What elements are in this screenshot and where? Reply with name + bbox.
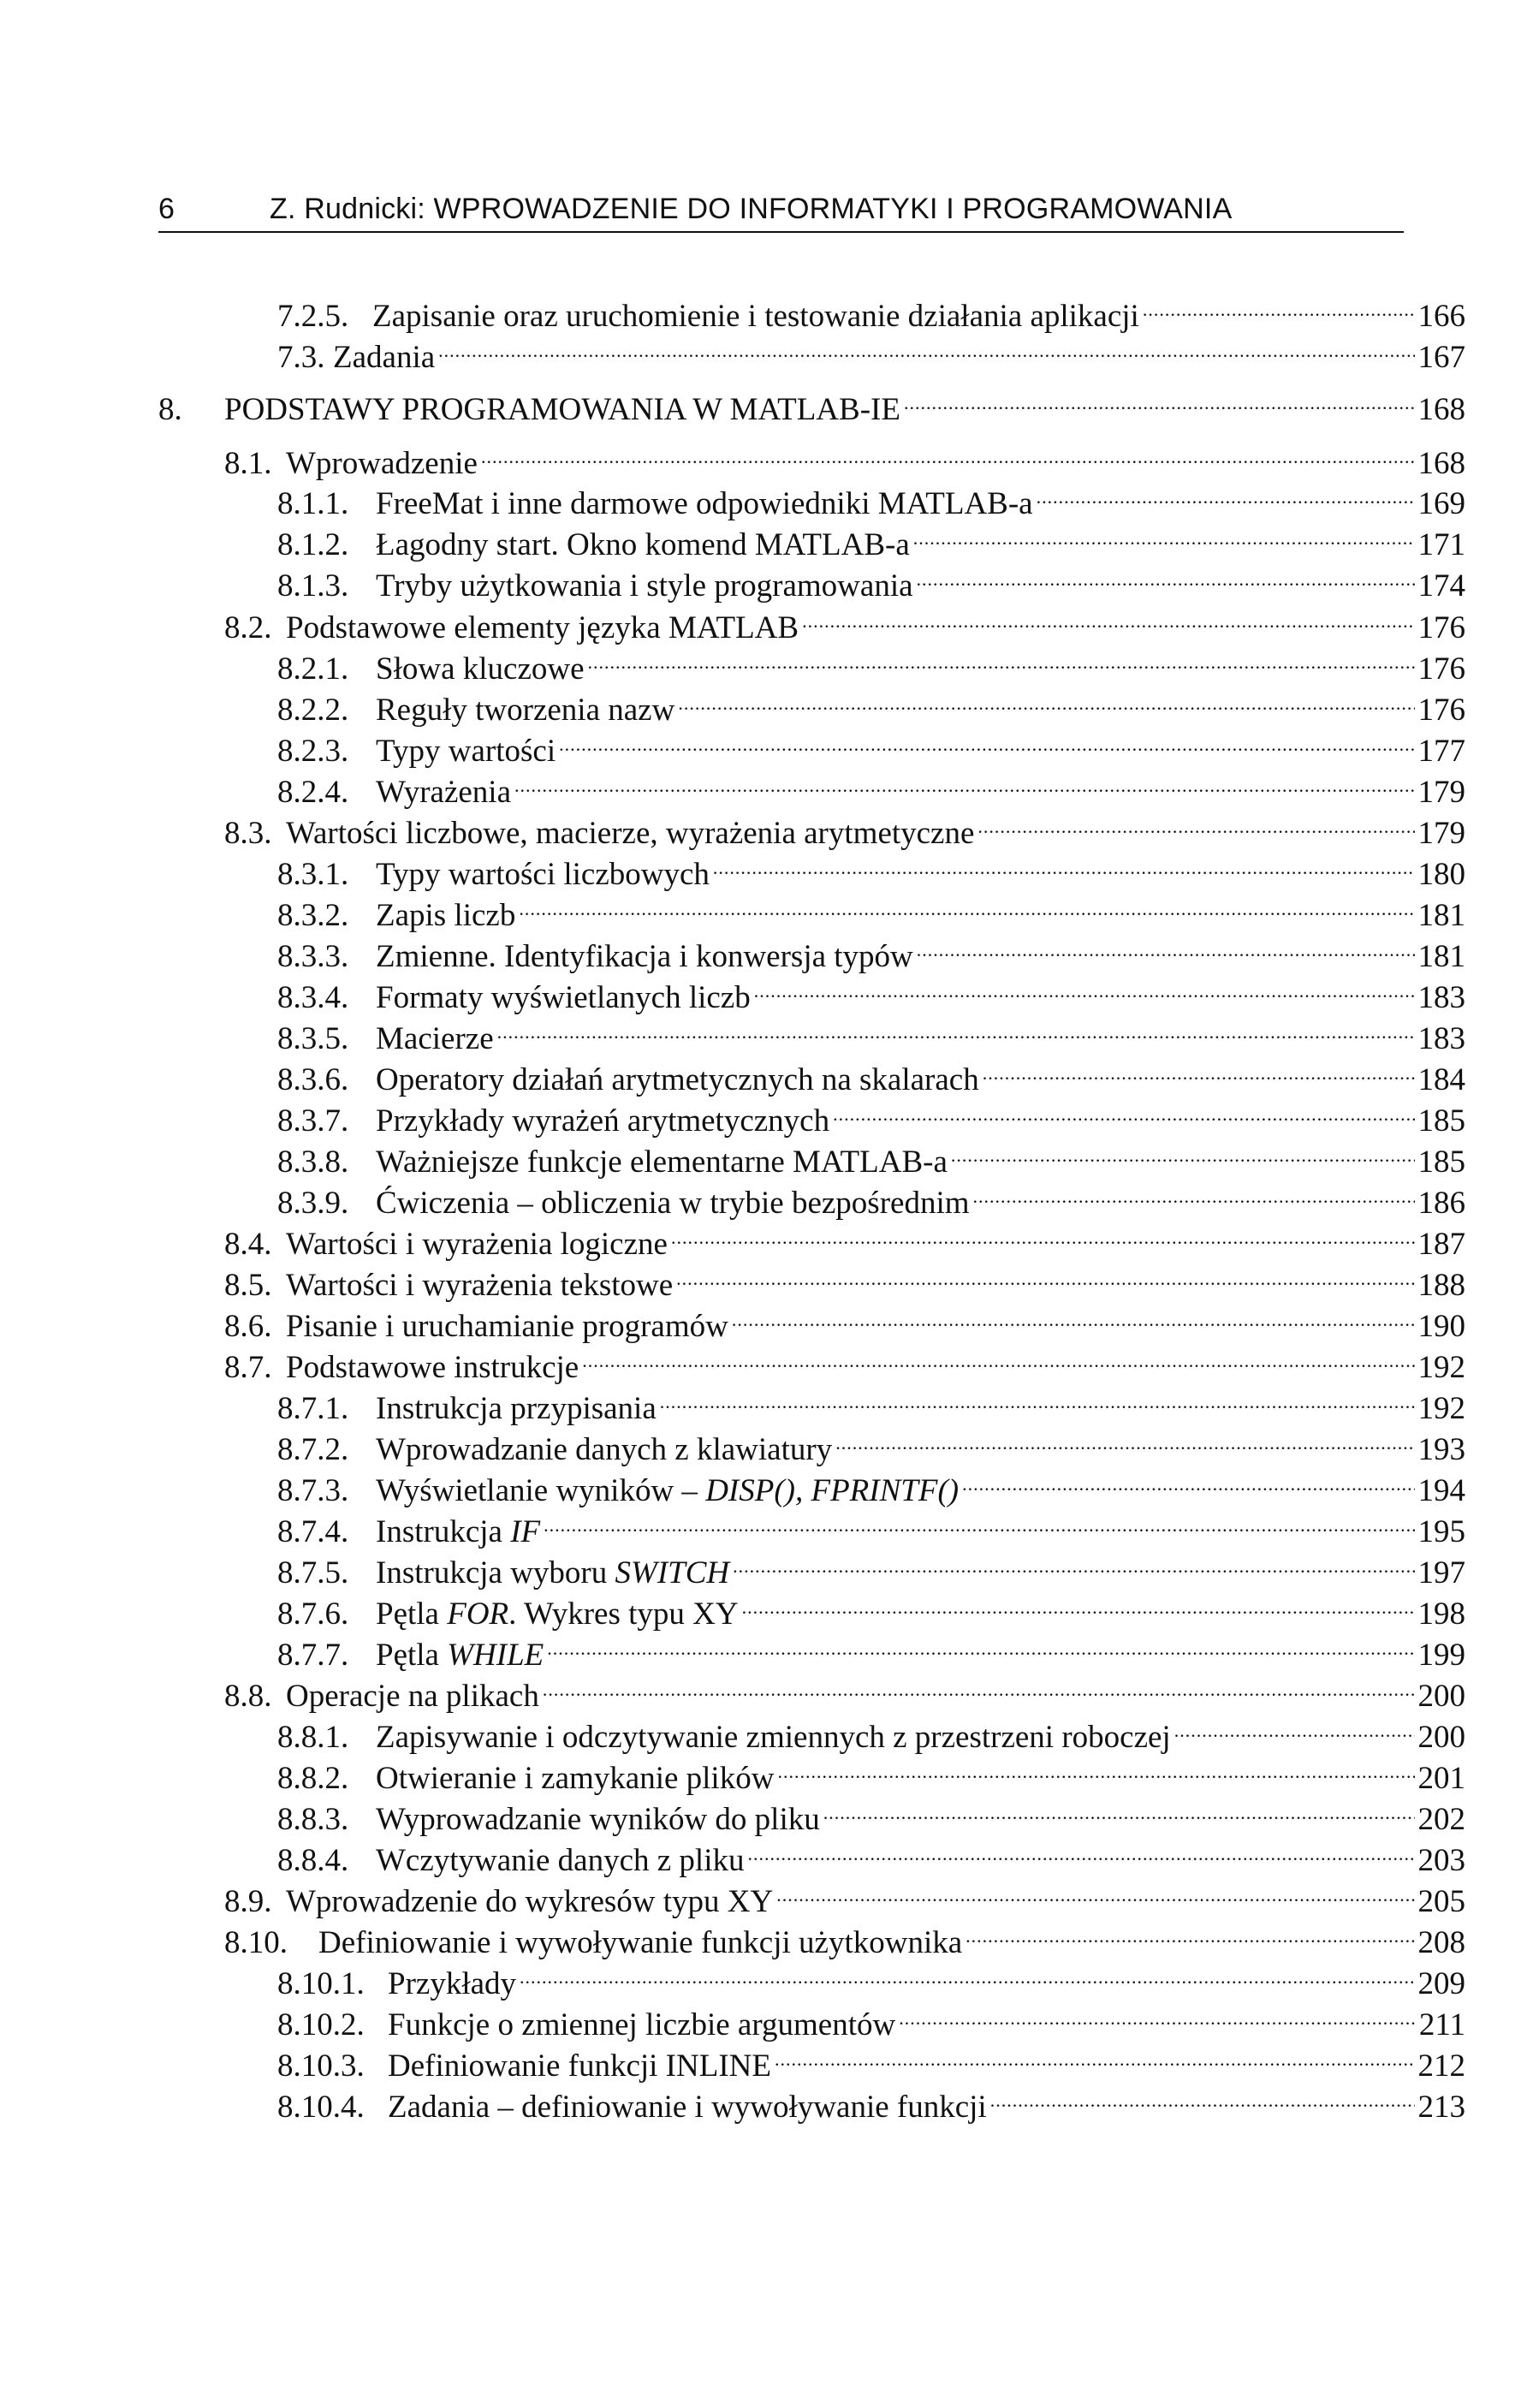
toc-entry-title: Wprowadzenie: [286, 446, 478, 481]
toc-entry-page: 213: [1417, 2090, 1465, 2125]
toc-entry-page: 188: [1417, 1268, 1465, 1303]
toc-entry: [277, 1174, 1465, 1221]
toc-entry-page: 209: [1417, 1966, 1465, 2001]
toc-entry-title: Operatory działań arytmetycznych na skalarach: [376, 1062, 979, 1097]
toc-dot-leader: [823, 1790, 1415, 1829]
toc-entry-page: 185: [1417, 1103, 1465, 1139]
toc-entry: [277, 763, 1465, 810]
toc-entry-title: Zadania: [333, 340, 436, 375]
toc-entry-number: 8.7.4.: [277, 1514, 349, 1549]
toc-dot-leader: [904, 380, 1415, 419]
toc-entry-title: Wartości i wyrażenia logiczne: [286, 1227, 668, 1262]
toc-entry: [277, 1626, 1465, 1673]
toc-entry-title: Podstawowe instrukcje: [286, 1350, 579, 1385]
toc-entry-page: 195: [1417, 1514, 1465, 1549]
toc-entry: [277, 886, 1465, 933]
toc-entry-number: 8.3.4.: [277, 980, 349, 1015]
toc-entry-page: 184: [1417, 1062, 1465, 1097]
toc-entry-number: 7.2.5.: [277, 299, 349, 334]
toc-entry: [277, 681, 1465, 728]
toc-entry-title: Łagodny start. Okno komend MATLAB-a: [376, 527, 910, 562]
toc-dot-leader: [775, 2036, 1415, 2076]
toc-entry-number: 8.9.: [224, 1884, 272, 1919]
toc-entry: [277, 1995, 1465, 2042]
toc-dot-leader: [671, 1215, 1415, 1254]
toc-entry-page: 194: [1417, 1473, 1465, 1508]
toc-entry-number: 8.7.6.: [277, 1596, 349, 1632]
toc-entry-page: 183: [1417, 980, 1465, 1015]
toc-entry: [277, 556, 1465, 603]
toc-entry-page: 192: [1417, 1350, 1465, 1385]
toc-entry-title: Funkcje o zmiennej liczbie argumentów: [388, 2007, 896, 2042]
toc-entry-number: 8.3.2.: [277, 898, 349, 933]
toc-entry-title: Wartości i wyrażenia tekstowe: [286, 1268, 674, 1303]
toc-entry-page: 192: [1417, 1391, 1465, 1426]
toc-dot-leader: [588, 639, 1415, 679]
toc-entry: [224, 1256, 1465, 1303]
toc-entry: [277, 1790, 1465, 1837]
toc-dot-leader: [973, 1174, 1415, 1213]
toc-entry-title: Pętla WHILE: [376, 1638, 544, 1673]
toc-entry: [277, 1708, 1465, 1755]
toc-entry-page: 205: [1417, 1884, 1465, 1919]
toc-entry-number: 8.4.: [224, 1227, 272, 1262]
toc-entry-title: Definiowanie funkcji INLINE: [388, 2048, 771, 2084]
toc-entry: [277, 639, 1465, 687]
toc-entry-page: 169: [1417, 486, 1465, 521]
toc-entry: [277, 515, 1465, 562]
toc-entry-number: 8.8.1.: [277, 1720, 349, 1755]
toc-dot-leader: [514, 763, 1415, 802]
toc-entry-page: 174: [1417, 568, 1465, 603]
toc-entry-page: 167: [1417, 340, 1465, 375]
toc-entry-title: Macierze: [376, 1021, 494, 1056]
toc-entry-number: 8.3.3.: [277, 939, 349, 974]
toc-entry-title: Instrukcja wyboru SWITCH: [376, 1555, 730, 1590]
toc-entry-title: Pętla FOR. Wykres typu XY: [376, 1596, 739, 1632]
toc-entry-title-italic: WHILE: [447, 1638, 544, 1673]
toc-entry-number: 8.8.2.: [277, 1761, 349, 1796]
toc-entry-title: Formaty wyświetlanych liczb: [376, 980, 751, 1015]
toc-entry-number: 8.7.2.: [277, 1432, 349, 1467]
toc-entry-page: 208: [1417, 1925, 1465, 1960]
toc-entry-title: PODSTAWY PROGRAMOWANIA W MATLAB-IE: [224, 392, 900, 427]
toc-entry-page: 176: [1417, 651, 1465, 687]
toc-entry-title: Definiowanie i wywoływanie funkcji użytkownika: [318, 1925, 963, 1960]
toc-entry-title: Wczytywanie danych z pliku: [376, 1843, 745, 1878]
toc-entry-title: Zapisywanie i odczytywanie zmiennych z przestrzeni roboczej: [376, 1720, 1171, 1755]
toc-entry-number: 8.10.4.: [277, 2090, 365, 2125]
toc-entry-number: 8.7.: [224, 1350, 272, 1385]
toc-entry-title: Tryby użytkowania i style programowania: [376, 568, 913, 603]
toc-entry-title: Reguły tworzenia nazw: [376, 693, 675, 728]
toc-dot-leader: [747, 1831, 1414, 1870]
toc-entry-title-italic: SWITCH: [615, 1555, 730, 1590]
toc-dot-leader: [777, 1749, 1414, 1788]
toc-entry-title: Wprowadzanie danych z klawiatury: [376, 1432, 833, 1467]
toc-entry-page: 190: [1417, 1309, 1465, 1344]
toc-entry: [224, 434, 1465, 481]
toc-entry: [277, 1461, 1465, 1508]
toc-entry-number: 8.6.: [224, 1309, 272, 1344]
toc-dot-leader: [582, 1338, 1414, 1377]
toc-entry-title-italic: FOR: [447, 1596, 509, 1632]
toc-dot-leader: [678, 681, 1414, 720]
toc-entry-number: 8.2.: [224, 610, 272, 645]
toc-entry-number: 8.7.7.: [277, 1638, 349, 1673]
toc-entry: [277, 474, 1465, 521]
toc-dot-leader: [776, 1872, 1414, 1912]
toc-entry: [277, 2078, 1465, 2125]
toc-entry: [224, 1872, 1465, 1919]
toc-entry-number: 8.2.2.: [277, 693, 349, 728]
toc-entry-number: 8.7.5.: [277, 1555, 349, 1590]
toc-dot-leader: [732, 1297, 1415, 1336]
toc-entry-page: 180: [1417, 857, 1465, 892]
toc-dot-leader: [917, 556, 1415, 596]
toc-entry-number: 8.2.4.: [277, 775, 349, 810]
toc-entry-number: 8.3.8.: [277, 1145, 349, 1180]
toc-entry-number: 8.8.: [224, 1679, 272, 1714]
toc-entry-page: 203: [1417, 1843, 1465, 1878]
toc-entry-number: 8.2.3.: [277, 734, 349, 769]
toc-entry: [224, 1913, 1465, 1960]
toc-entry: [277, 845, 1465, 892]
toc-entry-title: Wyświetlanie wyników – DISP(), FPRINTF(): [376, 1473, 960, 1508]
toc-entry: [277, 1379, 1465, 1426]
toc-entry-page: 181: [1417, 898, 1465, 933]
toc-entry: [277, 2036, 1465, 2084]
toc-dot-leader: [742, 1585, 1415, 1624]
toc-entry-number: 8.3.1.: [277, 857, 349, 892]
toc-entry-title: Ćwiczenia – obliczenia w trybie bezpośrednim: [376, 1186, 970, 1221]
toc-entry-number: 8.10.3.: [277, 2048, 365, 2084]
toc-dot-leader: [519, 886, 1414, 925]
toc-entry-title: Zmienne. Identyfikacja i konwersja typów: [376, 939, 913, 974]
toc-entry: [277, 1050, 1465, 1097]
toc-dot-leader: [833, 1091, 1414, 1131]
toc-entry-page: 183: [1417, 1021, 1465, 1056]
toc-entry-title: Zapisanie oraz uruchomienie i testowanie działania aplikacji: [372, 299, 1139, 334]
toc-entry: [224, 598, 1465, 645]
toc-entry-number: 8.10.: [224, 1925, 288, 1960]
toc-dot-leader: [977, 804, 1414, 843]
toc-dot-leader: [660, 1379, 1415, 1418]
toc-entry: [277, 1749, 1465, 1796]
toc-entry: [277, 722, 1465, 769]
toc-entry-number: 7.3.: [277, 340, 325, 375]
toc-entry-title: Przykłady wyrażeń arytmetycznych: [376, 1103, 830, 1139]
toc-entry-title: Instrukcja IF: [376, 1514, 541, 1549]
toc-entry-page: 212: [1417, 2048, 1465, 2084]
toc-entry-number: 8.8.3.: [277, 1802, 349, 1837]
toc-entry-title: Instrukcja przypisania: [376, 1391, 657, 1426]
toc-entry-title: Wartości liczbowe, macierze, wyrażenia arytmetyczne: [286, 816, 975, 851]
toc-entry-page: 200: [1417, 1720, 1465, 1755]
toc-entry: [277, 1009, 1465, 1056]
toc-dot-leader: [497, 1009, 1415, 1049]
toc-entry-number: 8.7.3.: [277, 1473, 349, 1508]
toc-entry-page: 197: [1417, 1555, 1465, 1590]
toc-entry-page: 186: [1417, 1186, 1465, 1221]
toc-entry-number: 8.5.: [224, 1268, 272, 1303]
toc-dot-leader: [802, 598, 1414, 638]
toc-dot-leader: [543, 1667, 1415, 1706]
toc-entry-title: Przykłady: [388, 1966, 517, 2001]
toc-entry-title: Zapis liczb: [376, 898, 516, 933]
toc-entry: [277, 1585, 1465, 1632]
toc-entry: [277, 1091, 1465, 1139]
toc-entry-page: 168: [1417, 392, 1465, 427]
toc-dot-leader: [713, 845, 1415, 884]
toc-entry: [277, 1543, 1465, 1590]
toc-entry-title: FreeMat i inne darmowe odpowiedniki MATLAB-a: [376, 486, 1033, 521]
toc-entry-number: 8.2.1.: [277, 651, 349, 687]
running-title: Z. Rudnicki: WPROWADZENIE DO INFORMATYKI I PROGRAMOWANIA: [270, 193, 1233, 225]
toc-entry-page: 179: [1417, 816, 1465, 851]
toc-entry-title-suffix: . Wykres typu XY: [508, 1596, 739, 1632]
toc-entry: [277, 1420, 1465, 1467]
toc-entry-number: 8.1.1.: [277, 486, 349, 521]
toc-entry-title: Słowa kluczowe: [376, 651, 585, 687]
toc-entry-page: 201: [1417, 1761, 1465, 1796]
toc-entry-page: 168: [1417, 446, 1465, 481]
toc-dot-leader: [983, 1050, 1415, 1090]
toc-entry-page: 202: [1417, 1802, 1465, 1837]
toc-entry: [224, 804, 1465, 851]
toc-entry: [277, 287, 1465, 334]
toc-entry-page: 200: [1417, 1679, 1465, 1714]
toc-entry-number: 8.10.1.: [277, 1966, 365, 2001]
toc-entry-number: 8.3.9.: [277, 1186, 349, 1221]
toc-entry-page: 211: [1418, 2007, 1465, 2042]
toc-entry: [224, 1215, 1465, 1262]
toc-entry-number: 8.7.1.: [277, 1391, 349, 1426]
toc-dot-leader: [835, 1420, 1414, 1460]
toc-dot-leader: [966, 1913, 1414, 1953]
toc-dot-leader: [1143, 287, 1415, 326]
toc-entry-page: 181: [1417, 939, 1465, 974]
toc-entry-number: 8.3.5.: [277, 1021, 349, 1056]
toc-dot-leader: [1037, 474, 1415, 514]
toc-dot-leader: [547, 1626, 1414, 1665]
toc-entry-title: Typy wartości: [376, 734, 556, 769]
toc-entry-title: Wyrażenia: [376, 775, 511, 810]
toc-dot-leader: [481, 434, 1415, 473]
toc-entry-page: 171: [1417, 527, 1465, 562]
toc-entry-number: 8.1.2.: [277, 527, 349, 562]
toc-entry: [277, 927, 1465, 974]
toc-dot-leader: [544, 1502, 1414, 1542]
toc-dot-leader: [559, 722, 1414, 761]
toc-entry-title: Zadania – definiowanie i wywoływanie funkcji: [388, 2090, 987, 2125]
toc-dot-leader: [899, 1995, 1416, 2035]
toc-entry-number: 8.1.3.: [277, 568, 349, 603]
toc-dot-leader: [520, 1954, 1414, 1994]
toc-entry-number: 8.3.7.: [277, 1103, 349, 1139]
toc-entry-number: 8.8.4.: [277, 1843, 349, 1878]
toc-entry: [277, 1831, 1465, 1878]
toc-entry: [224, 1297, 1465, 1344]
toc-entry: [158, 380, 1465, 427]
toc-entry-title: Otwieranie i zamykanie plików: [376, 1761, 775, 1796]
toc-entry-title: Wprowadzenie do wykresów typu XY: [286, 1884, 774, 1919]
toc-entry-title: Operacje na plikach: [286, 1679, 539, 1714]
toc-entry-page: 187: [1417, 1227, 1465, 1262]
toc-entry-title: Wyprowadzanie wyników do pliku: [376, 1802, 820, 1837]
toc-entry-page: 166: [1417, 299, 1465, 334]
toc-entry-number: 8.3.6.: [277, 1062, 349, 1097]
toc-entry: [277, 1954, 1465, 2001]
toc-entry-number: 8.1.: [224, 446, 272, 481]
toc-entry-page: 198: [1417, 1596, 1465, 1632]
toc-entry: [277, 1133, 1465, 1180]
toc-entry-number: 8.3.: [224, 816, 272, 851]
toc-entry-title: Typy wartości liczbowych: [376, 857, 710, 892]
toc-dot-leader: [917, 927, 1415, 966]
toc-entry-title: Pisanie i uruchamianie programów: [286, 1309, 728, 1344]
toc-entry: [277, 328, 1465, 375]
toc-entry-page: 176: [1417, 693, 1465, 728]
toc-dot-leader: [438, 328, 1414, 367]
toc-dot-leader: [951, 1133, 1415, 1172]
toc-dot-leader: [733, 1543, 1414, 1583]
toc-entry-title: Ważniejsze funkcje elementarne MATLAB-a: [376, 1145, 948, 1180]
toc-entry-page: 193: [1417, 1432, 1465, 1467]
toc-entry-page: 177: [1417, 734, 1465, 769]
toc-entry-title-italic: IF: [510, 1514, 541, 1549]
toc-entry-page: 176: [1417, 610, 1465, 645]
toc-entry: [224, 1338, 1465, 1385]
toc-entry-page: 199: [1417, 1638, 1465, 1673]
toc-dot-leader: [676, 1256, 1414, 1295]
toc-entry-page: 185: [1417, 1145, 1465, 1180]
toc-entry: [224, 1667, 1465, 1714]
toc-entry-number: 8.10.2.: [277, 2007, 365, 2042]
toc-dot-leader: [962, 1461, 1414, 1501]
toc-entry-page: 179: [1417, 775, 1465, 810]
page-number: 6: [158, 193, 175, 225]
toc-entry-number: 8.: [158, 392, 182, 427]
toc-dot-leader: [1174, 1708, 1415, 1747]
toc-entry: [277, 1502, 1465, 1549]
toc-dot-leader: [754, 968, 1415, 1008]
toc-dot-leader: [913, 515, 1415, 555]
toc-entry-title-italic: DISP(), FPRINTF(): [705, 1473, 960, 1508]
toc-entry: [277, 968, 1465, 1015]
toc-entry-title: Podstawowe elementy języka MATLAB: [286, 610, 799, 645]
toc-dot-leader: [990, 2078, 1415, 2117]
